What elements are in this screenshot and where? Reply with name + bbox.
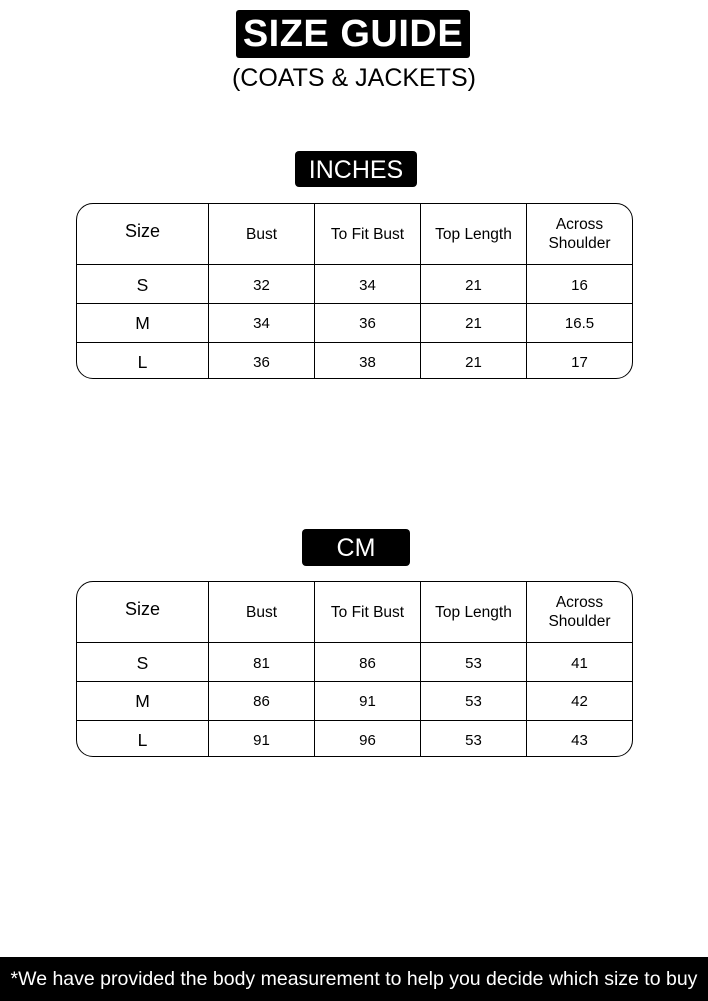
- across-shoulder-cell: 17: [526, 343, 632, 380]
- size-table-inches: [76, 203, 633, 379]
- footer-note: *We have provided the body measurement to help you decide which size to buy: [0, 957, 708, 1001]
- to-fit-bust-cell: 38: [314, 343, 420, 380]
- to-fit-bust-cell: 36: [314, 304, 420, 342]
- table-row: [77, 720, 632, 758]
- across-shoulder-cell: 16: [526, 265, 632, 303]
- header-to-fit-bust: To Fit Bust: [314, 204, 420, 264]
- header-across-shoulder: [526, 204, 632, 264]
- unit-label-cm: CM: [302, 529, 410, 566]
- size-cell: S: [136, 274, 149, 295]
- header-bust: Bust: [208, 204, 314, 264]
- header-across-shoulder: [526, 582, 632, 642]
- header-size: Size: [124, 220, 160, 241]
- table-row: [77, 681, 632, 720]
- top-length-cell: 53: [420, 682, 526, 720]
- page-subtitle: (COATS & JACKETS): [231, 64, 476, 92]
- to-fit-bust-cell: 34: [314, 265, 420, 303]
- header-size: Size: [124, 598, 160, 619]
- bust-cell: 36: [208, 343, 314, 380]
- top-length-cell: 21: [420, 343, 526, 380]
- across-shoulder-cell: 42: [526, 682, 632, 720]
- across-shoulder-cell: 41: [526, 643, 632, 681]
- size-cell: M: [135, 313, 150, 334]
- size-cell: L: [137, 351, 148, 372]
- table-header-row: [77, 582, 632, 642]
- bust-cell: 86: [208, 682, 314, 720]
- top-length-cell: 21: [420, 304, 526, 342]
- bust-cell: 32: [208, 265, 314, 303]
- header-top-length: Top Length: [420, 582, 526, 642]
- table-header-row: [77, 204, 632, 264]
- unit-label-inches: INCHES: [295, 151, 417, 187]
- top-length-cell: 53: [420, 721, 526, 758]
- bust-cell: 34: [208, 304, 314, 342]
- table-row: [77, 303, 632, 342]
- to-fit-bust-cell: 86: [314, 643, 420, 681]
- header-across-shoulder-label: Across Shoulder: [548, 594, 611, 630]
- bust-cell: 81: [208, 643, 314, 681]
- table-row: [77, 264, 632, 303]
- header-across-shoulder-label: Across Shoulder: [548, 216, 611, 252]
- table-row: [77, 642, 632, 681]
- header-bust: Bust: [208, 582, 314, 642]
- bust-cell: 91: [208, 721, 314, 758]
- size-table-cm: [76, 581, 633, 757]
- to-fit-bust-cell: 91: [314, 682, 420, 720]
- across-shoulder-cell: 43: [526, 721, 632, 758]
- page-title: SIZE GUIDE: [236, 10, 470, 58]
- table-row: [77, 342, 632, 380]
- to-fit-bust-cell: 96: [314, 721, 420, 758]
- top-length-cell: 53: [420, 643, 526, 681]
- size-cell: M: [135, 691, 150, 712]
- size-cell: S: [136, 652, 149, 673]
- header-top-length: Top Length: [420, 204, 526, 264]
- across-shoulder-cell: 16.5: [526, 304, 632, 342]
- size-cell: L: [137, 729, 148, 750]
- header-to-fit-bust: To Fit Bust: [314, 582, 420, 642]
- top-length-cell: 21: [420, 265, 526, 303]
